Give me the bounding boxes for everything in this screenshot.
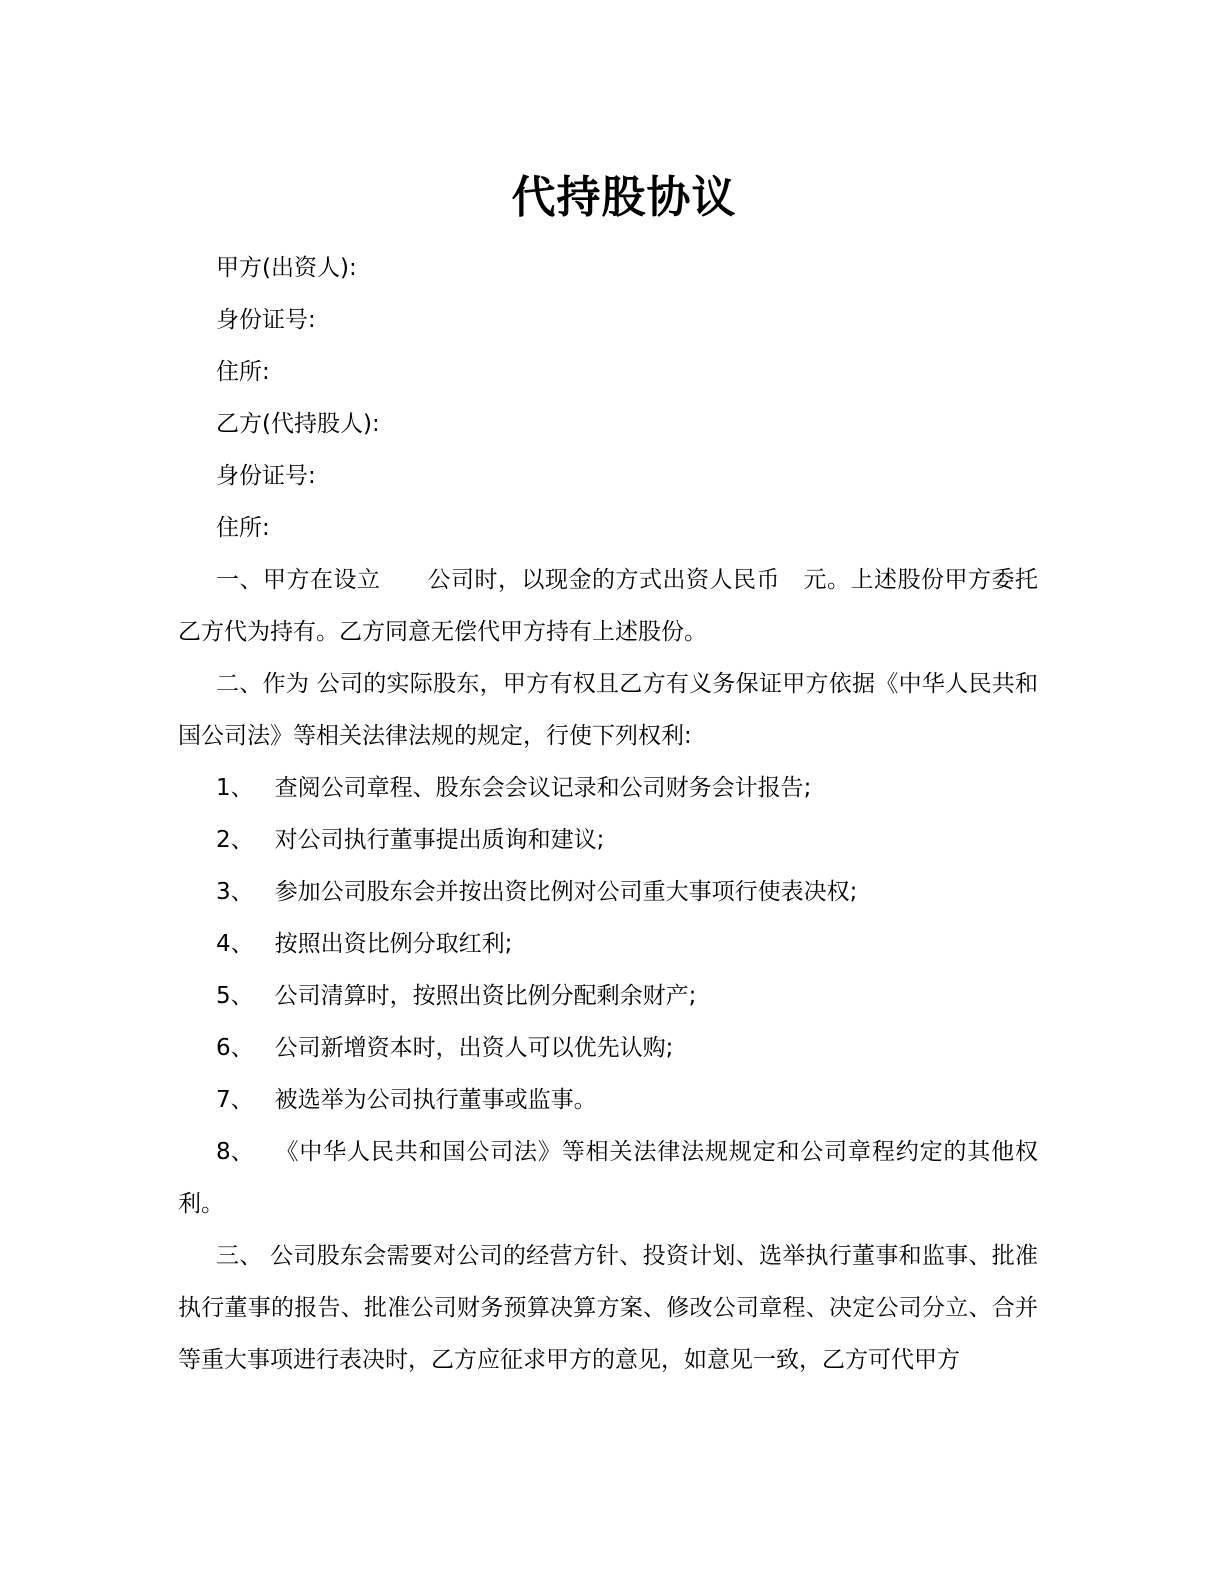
right-item: 3、 参加公司股东会并按出资比例对公司重大事项行使表决权;: [216, 879, 858, 905]
party-a-label: 甲方(出资人):: [216, 255, 357, 281]
right-item: 8、 《中华人民共和国公司法》等相关法律法规规定和公司章程约定的其他权利。: [178, 1139, 1038, 1217]
right-item: 6、 公司新增资本时，出资人可以优先认购;: [216, 1035, 674, 1061]
right-item: 7、 被选举为公司执行董事或监事。: [216, 1087, 597, 1113]
clause-1: 一、甲方在设立 公司时，以现金的方式出资人民币 元。上述股份甲方委托乙方代为持有。乙方同意无偿代甲方持有上述股份。: [178, 567, 1038, 645]
right-item: 4、 按照出资比例分取红利;: [216, 931, 513, 957]
party-b-address-label: 住所:: [216, 515, 270, 541]
party-a-id-label: 身份证号:: [216, 307, 316, 333]
document-body: [178, 242, 1038, 1386]
party-a-address-label: 住所:: [216, 359, 270, 385]
party-b-label: 乙方(代持股人):: [216, 411, 380, 437]
document-title: 代持股协议: [511, 172, 737, 223]
clause-2: 二、作为 公司的实际股东，甲方有权且乙方有义务保证甲方依据《中华人民共和国公司法》等相关法律法规的规定，行使下列权利:: [178, 671, 1038, 749]
clause-3: 三、 公司股东会需要对公司的经营方针、投资计划、选举执行董事和监事、批准执行董事的报告、批准公司财务预算决算方案、修改公司章程、决定公司分立、合并等重大事项进行表决时，乙方应征求甲方的意见，如意见一致，乙方可代甲方: [178, 1243, 1038, 1373]
right-item: 2、 对公司执行董事提出质询和建议;: [216, 827, 605, 853]
right-item: 1、 查阅公司章程、股东会会议记录和公司财务会计报告;: [216, 775, 812, 801]
right-item: 5、 公司清算时，按照出资比例分配剩余财产;: [216, 983, 697, 1009]
party-b-id-label: 身份证号:: [216, 463, 316, 489]
